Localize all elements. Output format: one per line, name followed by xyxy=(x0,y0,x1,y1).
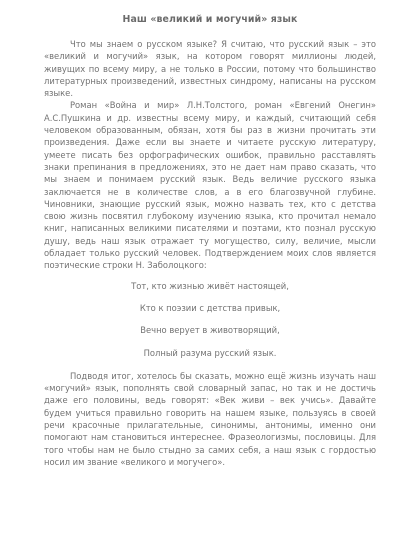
poem-line: Вечно верует в животворящий, xyxy=(140,325,280,336)
paragraph-intro: Что мы знаем о русском языке? Я считаю, что русский язык – это «великий и могучий» язык, на котором говорят миллионы людей, живущих по всему миру, а не только в России, потому что большинство литературных произведений, известных синдрому, написаны на русском языке. xyxy=(44,39,376,99)
poem-line: Кто к поэзии с детства привык, xyxy=(139,302,281,313)
poem-line: Полный разума русский язык. xyxy=(143,347,277,358)
document-title: Наш «великий и могучий» язык xyxy=(122,14,298,25)
paragraph-literature: Роман «Война и мир» Л.Н.Толстого, роман «Евгений Онегин» А.С.Пушкина и др. известны всему миру, и каждый, считающий себя человеком образованным, обязан, хотя бы раз в жизни прочитать эти произведения. Даже если вы знаете и читаете русскую литературу, умеете писать без орфографических ошибок, правильно расставлять знаки препинания в предложениях, это не дает нам право сказать, что мы знаем и понимаем русский язык. Ведь величие русского языка заключается не в количестве слов, а в его благозвучной глубине. Чиновники, знающие русский язык, можно назвать тех, кто с детства свою жизнь посвятил глубокому изучению языка, кто прочитал немало книг, написанных великими писателями и поэтами, кто познал русскую душу, ведь наш язык отражает ту могущество, силу, величие, мысли обладает только русский человек. Подтверждением моих слов является поэтические строки Н. Заболоцкого: xyxy=(44,100,376,271)
poem-quote xyxy=(44,280,376,359)
poem-line: Тот, кто жизнью живёт настоящей, xyxy=(131,280,289,291)
paragraph-conclusion: Подводя итог, хотелось бы сказать, можно ещё жизнь изучать наш «могучий» язык, пополнять свой словарный запас, но так и не достичь даже его половины, ведь говорят: «Век живи – век учись». Давайте будем учиться правильно говорить на нашем языке, пользуясь в своей речи красочные прилагательные, синонимы, антонимы, именно они помогают нам становиться интереснее. Фразеологизмы, пословицы. Для того чтобы нам не было стыдно за самих себя, а наш язык с гордостью носил им звание «великого и могучего». xyxy=(44,370,376,467)
